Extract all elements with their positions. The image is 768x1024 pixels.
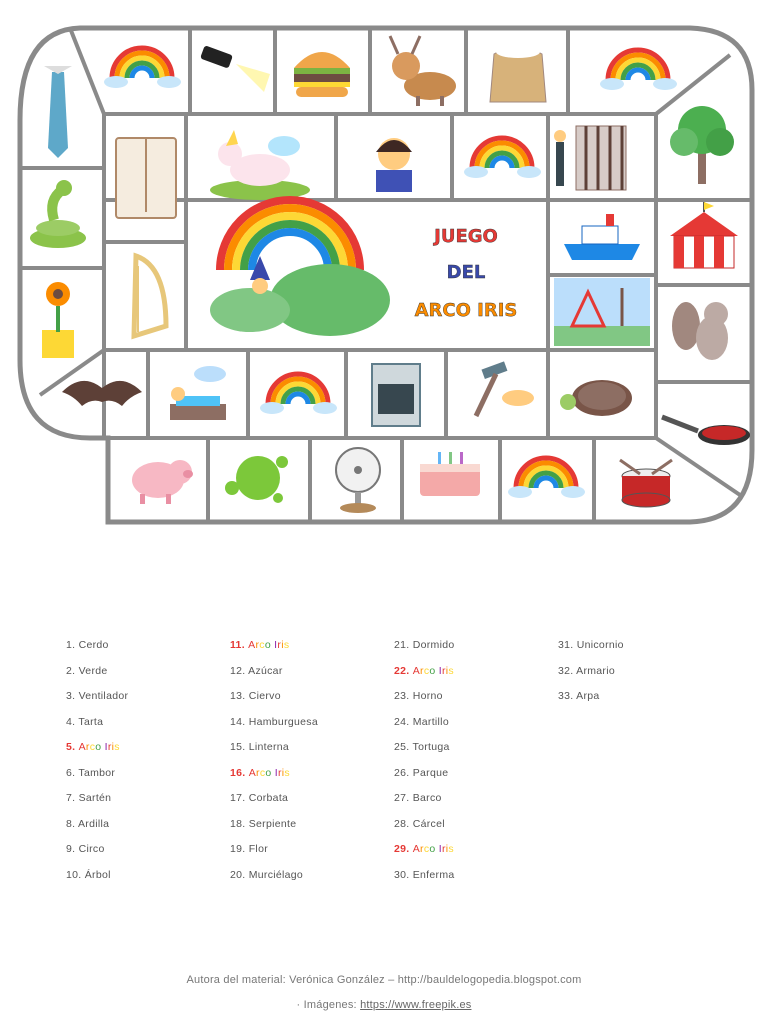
title-line-2: DEL <box>446 262 486 283</box>
legend-number: 4. <box>66 715 79 728</box>
legend-item <box>230 815 318 841</box>
legend-item <box>66 815 128 841</box>
legend-number: 27. <box>394 792 413 804</box>
legend-item <box>230 738 318 764</box>
legend-item <box>394 713 455 739</box>
legend-number: 25. <box>394 741 413 753</box>
legend-number: 18. <box>230 817 249 830</box>
legend-number: 3. <box>66 690 79 702</box>
legend-item <box>66 687 128 713</box>
legend-number: 5. <box>66 741 79 753</box>
legend-number: 33. <box>558 690 577 702</box>
legend-number: 2. <box>66 664 79 677</box>
legend-number: 1. <box>66 639 79 651</box>
legend-item <box>230 789 318 815</box>
legend-label: Cerdo <box>78 639 109 651</box>
legend-label: Sartén <box>78 792 112 804</box>
legend-item <box>230 764 318 790</box>
legend-item <box>394 764 455 790</box>
legend-column <box>558 636 624 713</box>
legend-number: 32. <box>558 664 577 677</box>
legend-label: Tortuga <box>412 741 450 753</box>
legend-number: 11. <box>230 639 249 651</box>
oven-icon <box>372 364 420 426</box>
legend-number: 9. <box>66 843 79 855</box>
legend-label: Arco Iris <box>248 639 290 651</box>
legend-label: Flor <box>248 843 269 855</box>
legend-item <box>66 713 128 739</box>
legend-label: Dormido <box>412 639 455 651</box>
legend-label: Ciervo <box>248 690 281 702</box>
legend-label: Cárcel <box>412 817 445 830</box>
footer-author <box>0 974 768 986</box>
legend-number: 29. <box>394 843 413 855</box>
footer-line-2-prefix: · Imágenes: <box>296 999 361 1011</box>
legend-item <box>230 636 318 662</box>
legend-label: Horno <box>412 690 443 702</box>
sugar-sack-icon <box>490 46 546 102</box>
legend-number: 15. <box>230 741 249 753</box>
legend-label: Ardilla <box>78 817 110 830</box>
legend-number: 14. <box>230 715 249 728</box>
title-line-3: ARCO IRIS <box>414 300 518 321</box>
legend-label: Linterna <box>248 741 290 753</box>
legend-number: 30. <box>394 868 413 881</box>
footer-images <box>0 999 768 1011</box>
legend-item <box>230 840 318 866</box>
legend-label: Árbol <box>84 868 111 881</box>
legend-column <box>230 636 318 891</box>
legend-label: Arco Iris <box>248 766 290 779</box>
legend-number: 6. <box>66 766 79 779</box>
legend-label: Serpiente <box>248 817 297 830</box>
legend-number: 12. <box>230 664 249 677</box>
freepik-link[interactable]: https://www.freepik.es <box>360 999 472 1011</box>
legend-label: Circo <box>78 843 105 855</box>
legend-item <box>66 738 128 764</box>
legend-item <box>230 866 318 892</box>
legend-item <box>230 713 318 739</box>
legend-number: 23. <box>394 690 413 702</box>
legend-label: Arco Iris <box>412 664 454 677</box>
legend-label: Armario <box>576 664 615 677</box>
legend-item <box>394 815 455 841</box>
legend-item <box>66 764 128 790</box>
legend-item <box>558 662 624 688</box>
legend-item <box>394 789 455 815</box>
legend-label: Parque <box>412 766 449 779</box>
legend-item <box>66 866 128 892</box>
legend-item <box>558 687 624 713</box>
legend-number: 13. <box>230 690 249 702</box>
legend-label: Corbata <box>248 792 289 804</box>
legend-item <box>394 738 455 764</box>
legend-label: Tarta <box>78 715 104 728</box>
legend-label: Murciélago <box>248 868 304 881</box>
legend-number: 7. <box>66 792 79 804</box>
legend-number: 31. <box>558 639 577 651</box>
legend-item <box>394 687 455 713</box>
legend-label: Arco Iris <box>412 843 454 855</box>
legend-item <box>66 840 128 866</box>
legend-number: 8. <box>66 817 78 830</box>
legend-column <box>66 636 128 891</box>
legend <box>0 636 768 896</box>
legend-item <box>66 789 128 815</box>
legend-number: 28. <box>394 817 413 830</box>
legend-number: 24. <box>394 715 413 728</box>
wardrobe-icon <box>116 138 176 218</box>
legend-item <box>66 662 128 688</box>
legend-label: Hamburguesa <box>248 715 318 728</box>
legend-number: 10. <box>66 868 85 881</box>
legend-item <box>394 866 455 892</box>
legend-column <box>394 636 455 891</box>
legend-item <box>66 636 128 662</box>
legend-label: Ventilador <box>78 690 129 702</box>
legend-item <box>394 840 455 866</box>
legend-item <box>394 636 455 662</box>
legend-label: Martillo <box>412 715 449 728</box>
legend-label: Enferma <box>412 868 455 881</box>
legend-number: 19. <box>230 843 249 855</box>
footer-line-1: Autora del material: Verónica González – http://bauldelogopedia.blogspot.com <box>186 974 582 986</box>
legend-label: Azúcar <box>248 664 283 677</box>
legend-number: 21. <box>394 639 413 651</box>
legend-number: 26. <box>394 766 413 779</box>
legend-label: Arco Iris <box>78 741 120 753</box>
legend-number: 16. <box>230 766 249 779</box>
legend-label: Verde <box>78 664 108 677</box>
legend-number: 22. <box>394 664 413 677</box>
legend-label: Arpa <box>576 690 600 702</box>
legend-number: 20. <box>230 868 249 881</box>
legend-item <box>230 662 318 688</box>
legend-label: Barco <box>412 792 442 804</box>
legend-number: 17. <box>230 792 249 804</box>
title-line-1: JUEGO <box>434 226 498 247</box>
legend-label: Tambor <box>78 766 116 779</box>
legend-label: Unicornio <box>576 639 624 651</box>
legend-item <box>394 662 455 688</box>
legend-item <box>230 687 318 713</box>
playground-icon <box>554 278 650 346</box>
legend-item <box>558 636 624 662</box>
